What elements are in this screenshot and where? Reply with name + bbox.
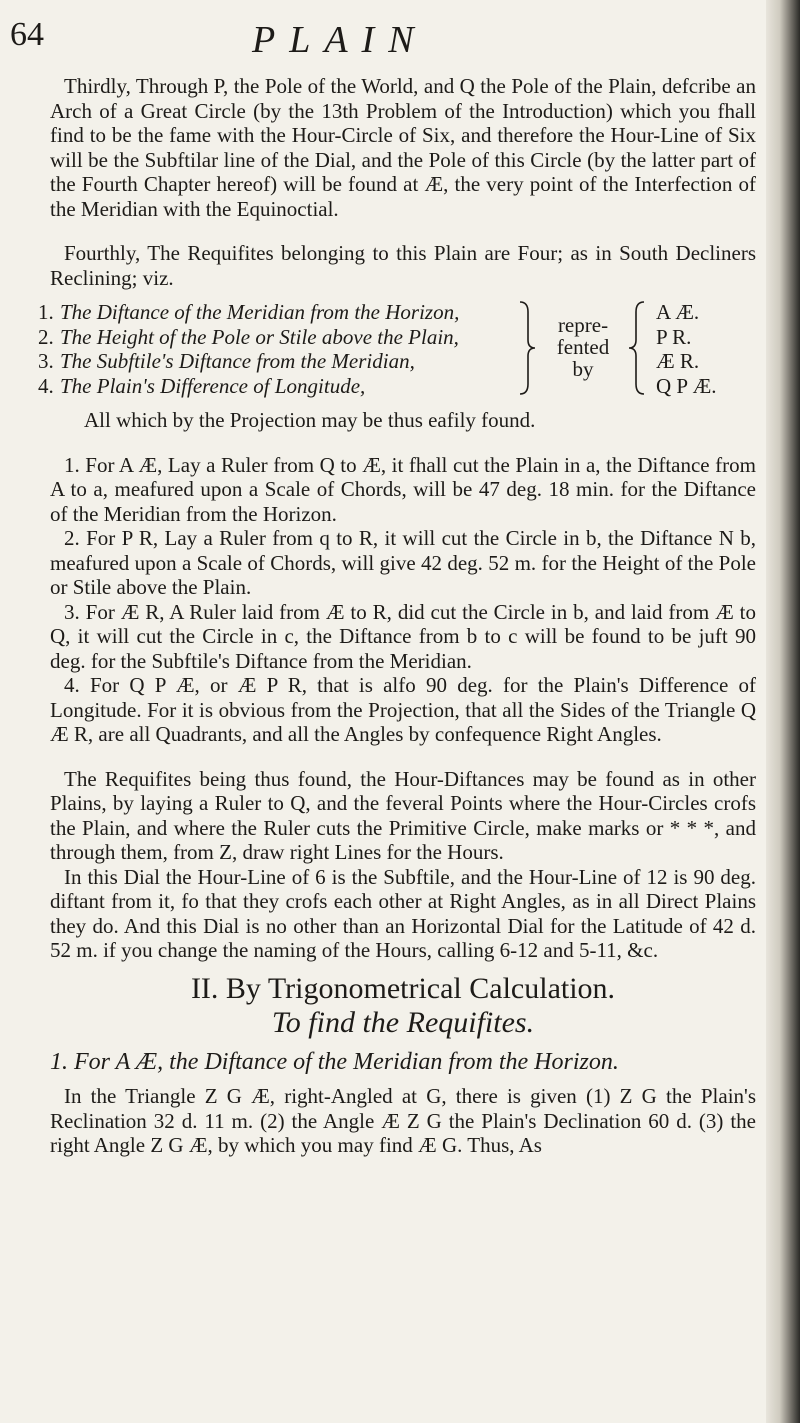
requisite-item: 4. The Plain's Difference of Longitude, [38, 373, 366, 398]
page-number: 64 [10, 16, 44, 53]
paragraph-triangle: In the Triangle Z G Æ, right-Angled at G, there is given (1) Z G the Plain's Reclination 32 d. 11 m. (2) the Angle Æ Z G the Plain's Declination 60 d. (3) the right Angle Z G Æ, by which you may find Æ G. Thus, As [50, 1084, 756, 1157]
page-edge-shadow [766, 0, 800, 1423]
requisites-list [38, 300, 508, 398]
paragraph-item-2: 2. For P R, Lay a Ruler from q to R, it will cut the Circle in b, the Diftance N b, meafured upon a Scale of Chords, will give 42 deg. 52 m. for the Height of the Pole or Stile above the Plain. [50, 526, 756, 599]
paragraph-item-1: 1. For A Æ, Lay a Ruler from Q to Æ, it fhall cut the Plain in a, the Diftance from A to a, meafured upon a Scale of Chords, will be 47 deg. 18 min. for the Diftance of the Meridian from the Horizon. [50, 452, 756, 526]
brace-left-icon [518, 300, 536, 396]
paragraph-fourthly: Fourthly, The Requifites belonging to this Plain are Four; as in South Decliners Reclining; viz. [50, 241, 756, 290]
paragraph-item-4: 4. For Q P Æ, or Æ P R, that is alfo 90 deg. for the Plain's Difference of Longitude. For it is obvious from the Projection, that all the Sides of the Triangle Q Æ R, are all Quadrants, and all the Angles by confequence Right Angles. [50, 673, 756, 746]
paragraph-requisites-found: The Requifites being thus found, the Hour-Diftances may be found as in other Plains, by laying a Ruler to Q, and the feveral Points where the Hour-Circles crofs the Plain, and where the Ruler cuts the Primitive Circle, make marks or * * *, and through them, from Z, draw right Lines for the Hours. [50, 766, 756, 864]
requisite-codes: A Æ. P R. Æ R. Q P Æ. [656, 300, 717, 398]
paragraph-in-this-dial: In this Dial the Hour-Line of 6 is the Subftile, and the Hour-Line of 12 is 90 deg. diftant from it, fo that they crofs each other at Right Angles, as in all Direct Plains they do. And this Dial is no other than an Horizontal Dial for the Latitude of 42 d. 52 m. if you change the naming of the Hours, calling 6-12 and 5-11, &c. [50, 864, 756, 962]
paragraph-thirdly: Thirdly, Through P, the Pole of the World, and Q the Pole of the Plain, defcribe an Arch of a Great Circle (by the 13th Problem of the Introduction) which you fhall find to be the fame with the Hour-Circle of Six, and therefore the Hour-Line of Six will be the Subftilar line of the Dial, and the Pole of this Circle (by the latter part of the Fourth Chapter hereof) will be found at Æ, the very point of the Interfection of the Meridian with the Equinoctial. [50, 74, 756, 221]
item-heading: 1. For A Æ, the Diftance of the Meridian from the Horizon. [50, 1048, 619, 1075]
requisite-item: 2. The Height of the Pole or Stile above the Plain, [38, 324, 459, 349]
represented-by-label: repre- fented by [556, 313, 610, 381]
running-head: PLAIN [252, 19, 428, 61]
paragraph-item-3: 3. For Æ R, A Ruler laid from Æ to R, did cut the Circle in b, and laid from Æ to Q, it will cut the Circle in c, the Diftance from b to c will be found to be juft 90 deg. for the Subftile's Diftance from the Meridian. [50, 599, 756, 673]
section-heading: II. By Trigonometrical Calculation. [190, 971, 616, 1005]
paragraph-projection: All which by the Projection may be thus eafily found. [84, 408, 536, 432]
requisites-table [38, 300, 756, 408]
brace-right-icon [628, 300, 646, 396]
requisite-item: 3. The Subftile's Diftance from the Meridian, [38, 349, 415, 373]
subsection-heading: To find the Requifites. [271, 1006, 535, 1039]
page-body [38, 74, 756, 1158]
requisite-item: 1. The Diftance of the Meridian from the Horizon, [38, 300, 460, 324]
